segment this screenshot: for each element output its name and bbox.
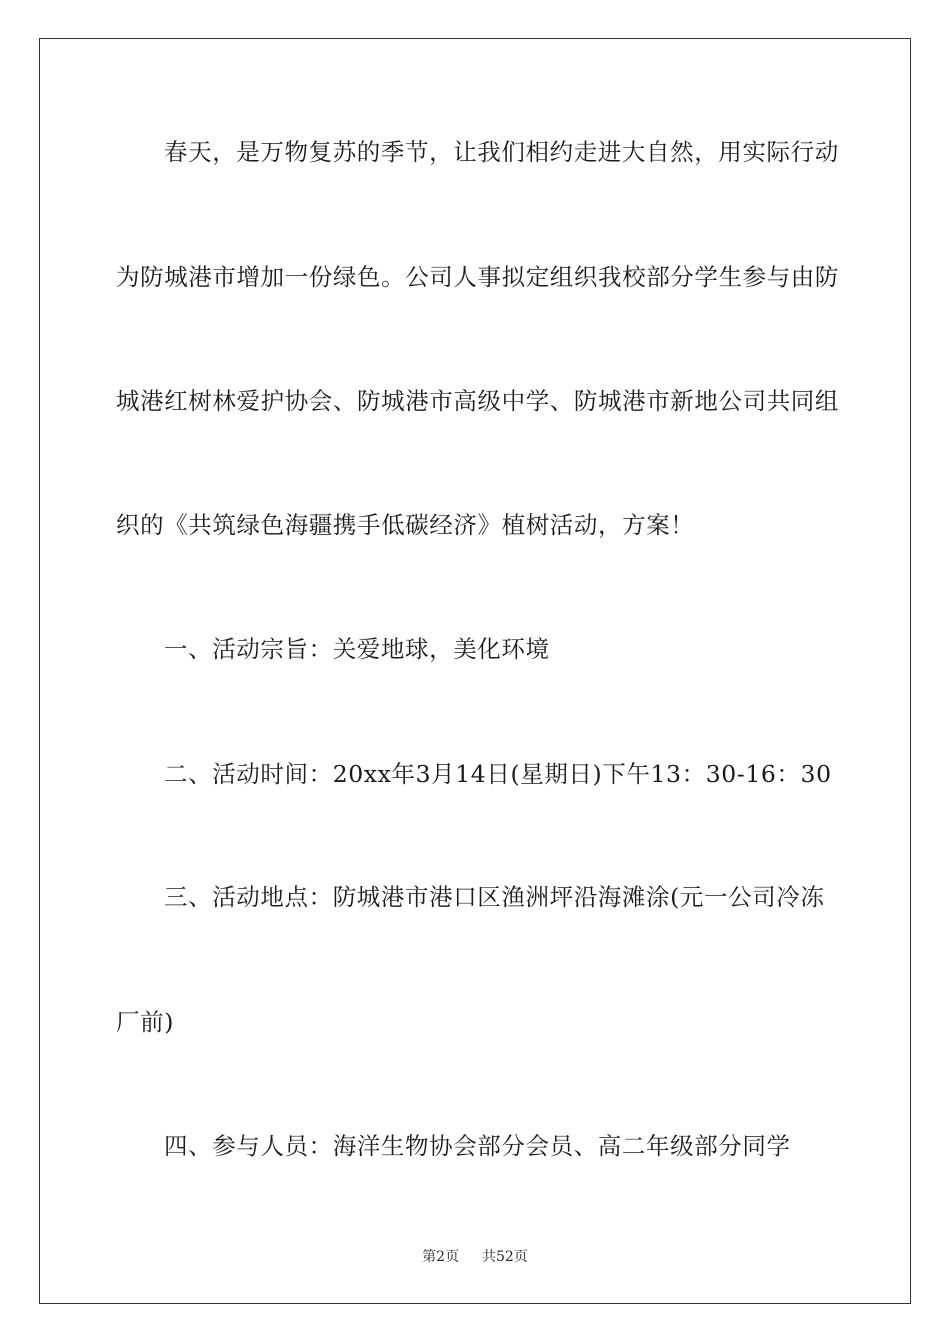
section-location: 三、活动地点：防城港市港口区渔洲坪沿海滩涂(元一公司冷冻 <box>164 883 825 911</box>
section-purpose: 一、活动宗旨：关爱地球，美化环境 <box>164 635 550 663</box>
total-pages: 共52页 <box>482 1249 528 1265</box>
section-time: 二、活动时间：20xx年3月14日(星期日)下午13：30-16：30 <box>164 760 832 788</box>
section-participants: 四、参与人员：海洋生物协会部分会员、高二年级部分同学 <box>164 1132 791 1160</box>
section-location-continued: 厂前) <box>116 1008 174 1036</box>
page-number: 第2页 <box>422 1249 460 1265</box>
page-border <box>39 38 911 1304</box>
paragraph-line: 织的《共筑绿色海疆携手低碳经济》植树活动，方案！ <box>116 511 695 539</box>
paragraph-line: 城港红树林爱护协会、防城港市高级中学、防城港市新地公司共同组 <box>116 387 839 415</box>
paragraph-line: 春天，是万物复苏的季节，让我们相约走进大自然，用实际行动 <box>164 138 839 166</box>
paragraph-line: 为防城港市增加一份绿色。公司人事拟定组织我校部分学生参与由防 <box>116 263 839 291</box>
page-footer <box>0 1248 950 1266</box>
